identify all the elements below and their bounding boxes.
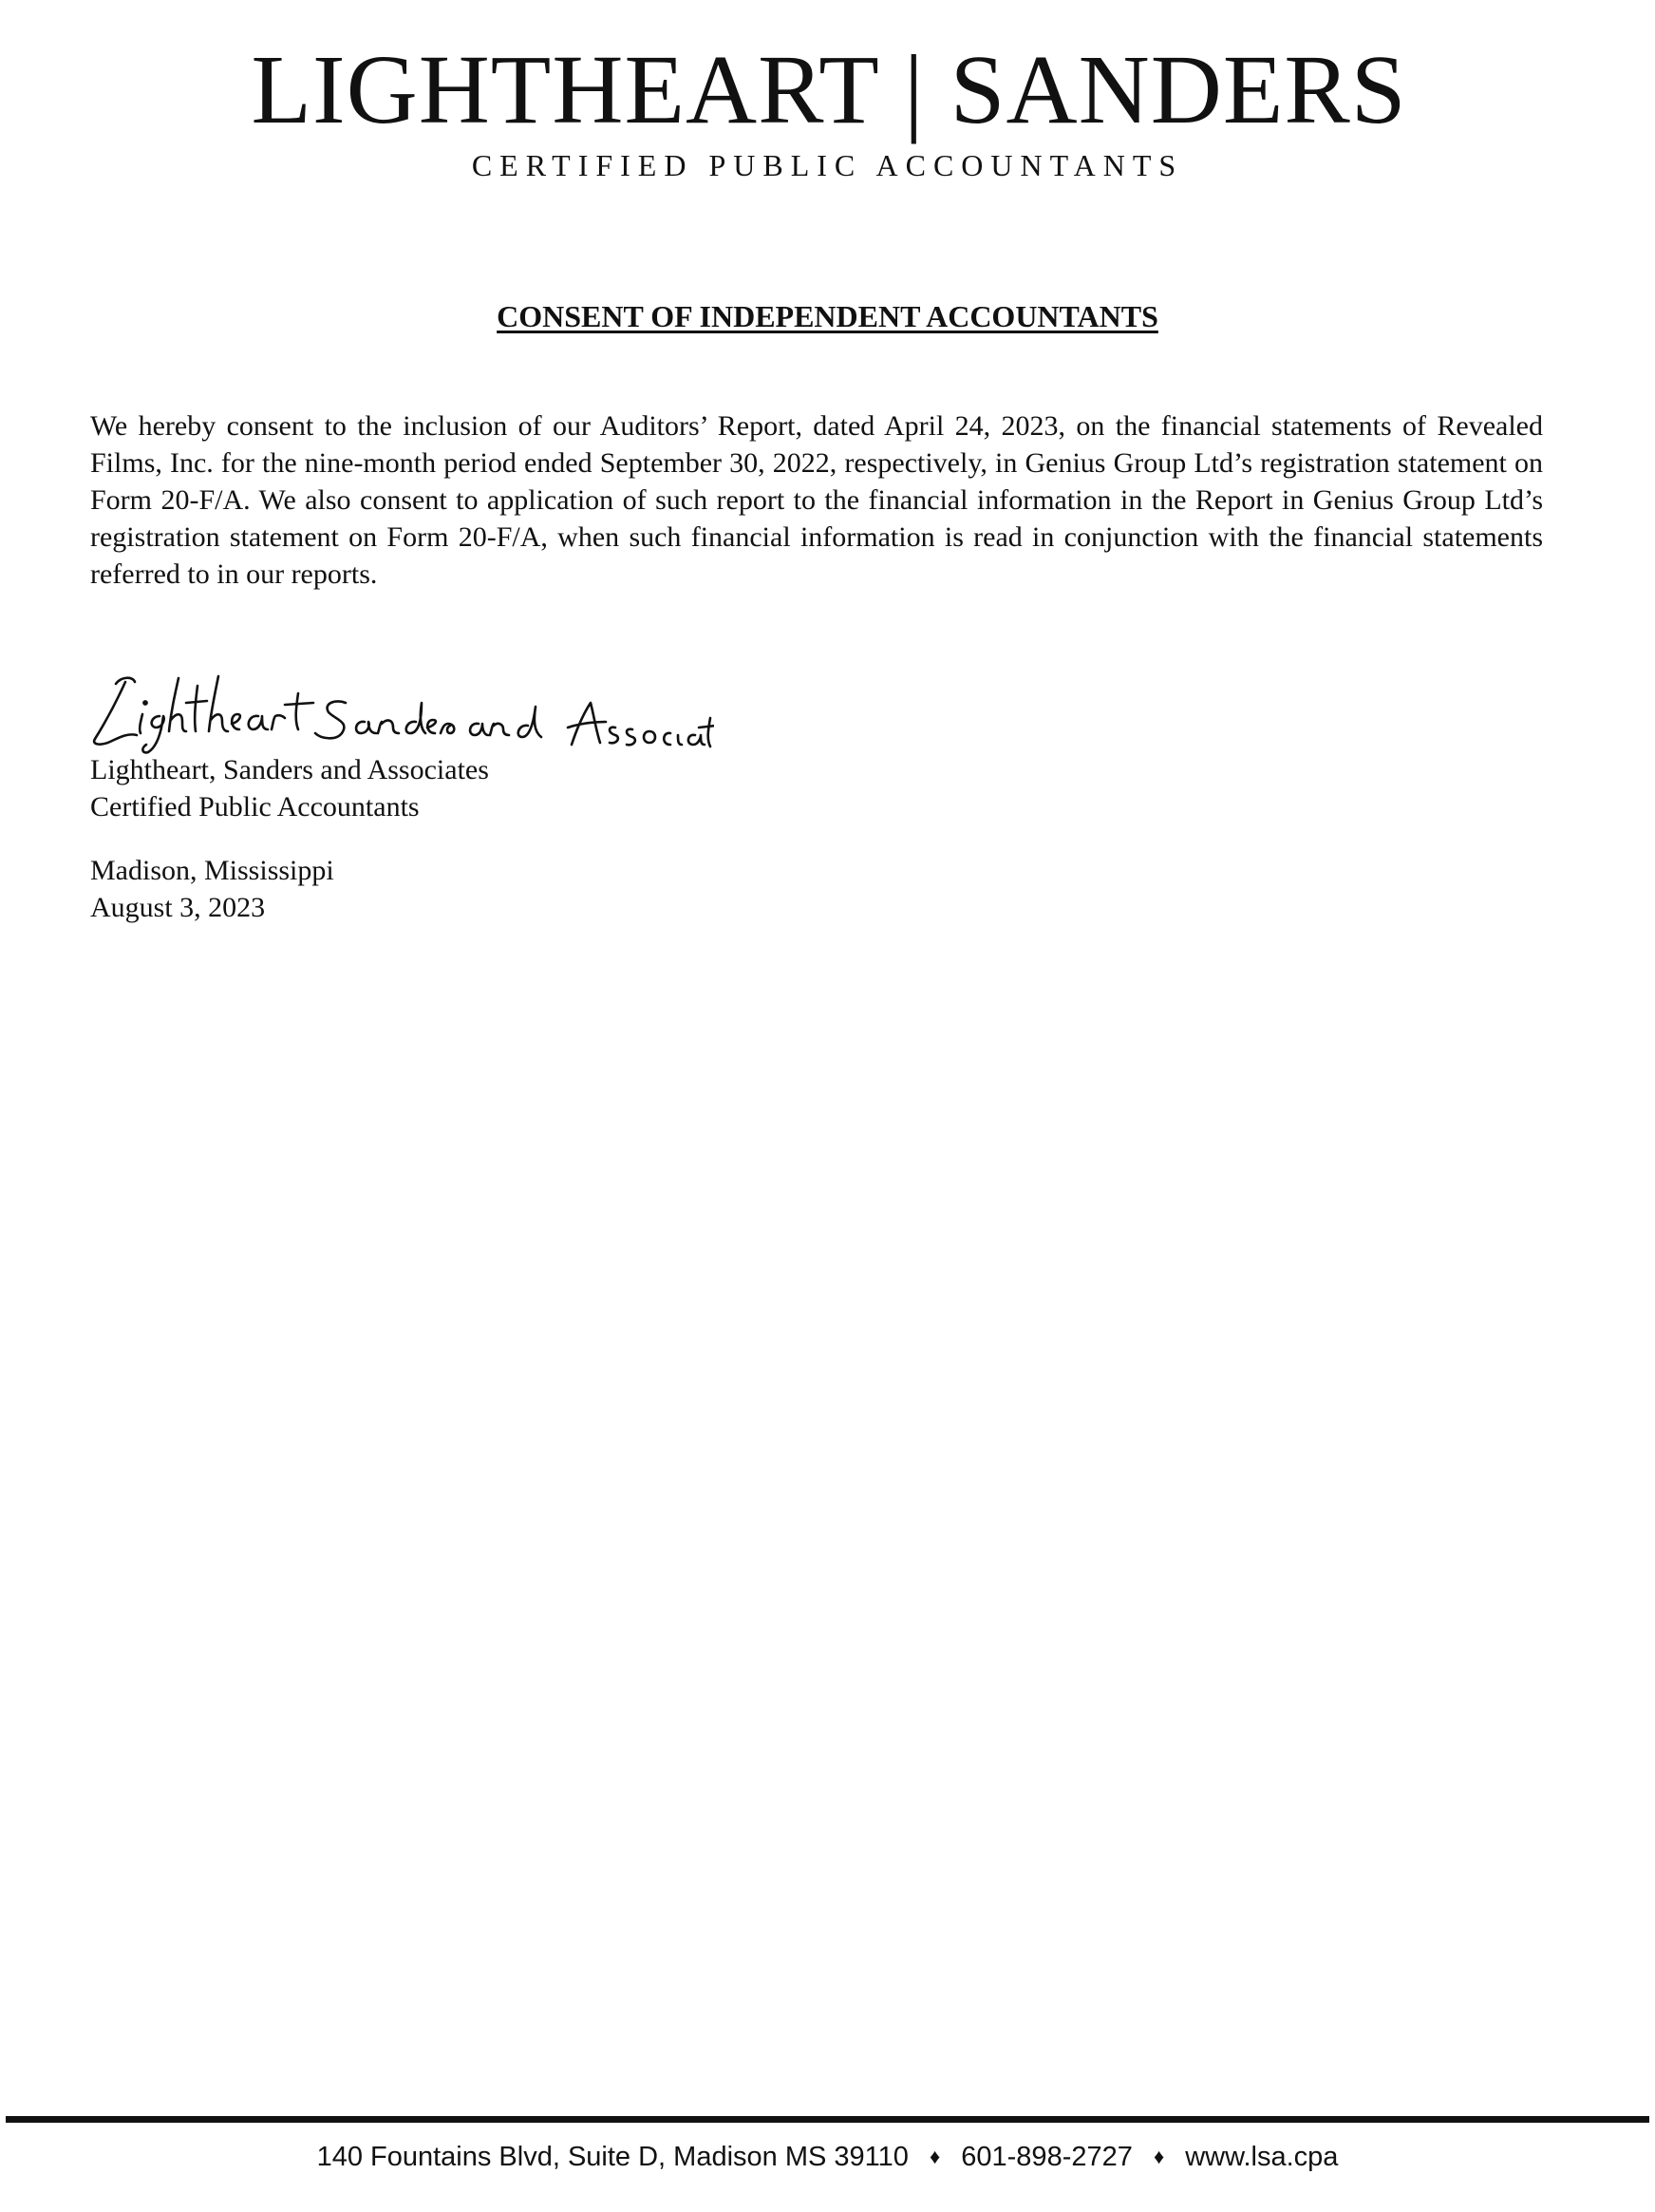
footer-phone: 601-898-2727	[961, 2142, 1133, 2172]
handwritten-signature	[87, 665, 714, 760]
consent-paragraph: We hereby consent to the inclusion of our Auditors’ Report, dated April 24, 2023, on the financial statements of Revealed Films, Inc. for the nine-month period ended September 30, 2022, respectively, in Genius Group Ltd’s registration statement on Form 20-F/A. We also consent to application of such report to the financial information in the Report in Genius Group Ltd’s registration statement on Form 20-F/A, when such financial information is read in conjunction with the financial statements referred to in our reports.	[90, 410, 1543, 590]
date: August 3, 2023	[90, 892, 266, 923]
signatory-firm: Lightheart, Sanders and Associates	[90, 754, 489, 785]
document-title: CONSENT OF INDEPENDENT ACCOUNTANTS	[497, 299, 1158, 333]
firm-name-logo: LIGHTHEART | SANDERS	[251, 35, 1407, 144]
signatory-title: Certified Public Accountants	[90, 791, 420, 822]
footer-website: www.lsa.cpa	[1185, 2142, 1339, 2172]
footer	[0, 2140, 1655, 2176]
signature-block	[90, 751, 489, 825]
location-date-block	[90, 852, 334, 926]
letterhead	[0, 35, 1655, 184]
firm-tagline: CERTIFIED PUBLIC ACCOUNTANTS	[471, 148, 1184, 182]
diamond-separator-icon: ♦	[929, 2145, 941, 2168]
footer-address: 140 Fountains Blvd, Suite D, Madison MS 39110	[316, 2142, 909, 2172]
diamond-separator-icon: ♦	[1153, 2145, 1165, 2168]
footer-divider	[6, 2116, 1649, 2123]
location: Madison, Mississippi	[90, 855, 334, 886]
